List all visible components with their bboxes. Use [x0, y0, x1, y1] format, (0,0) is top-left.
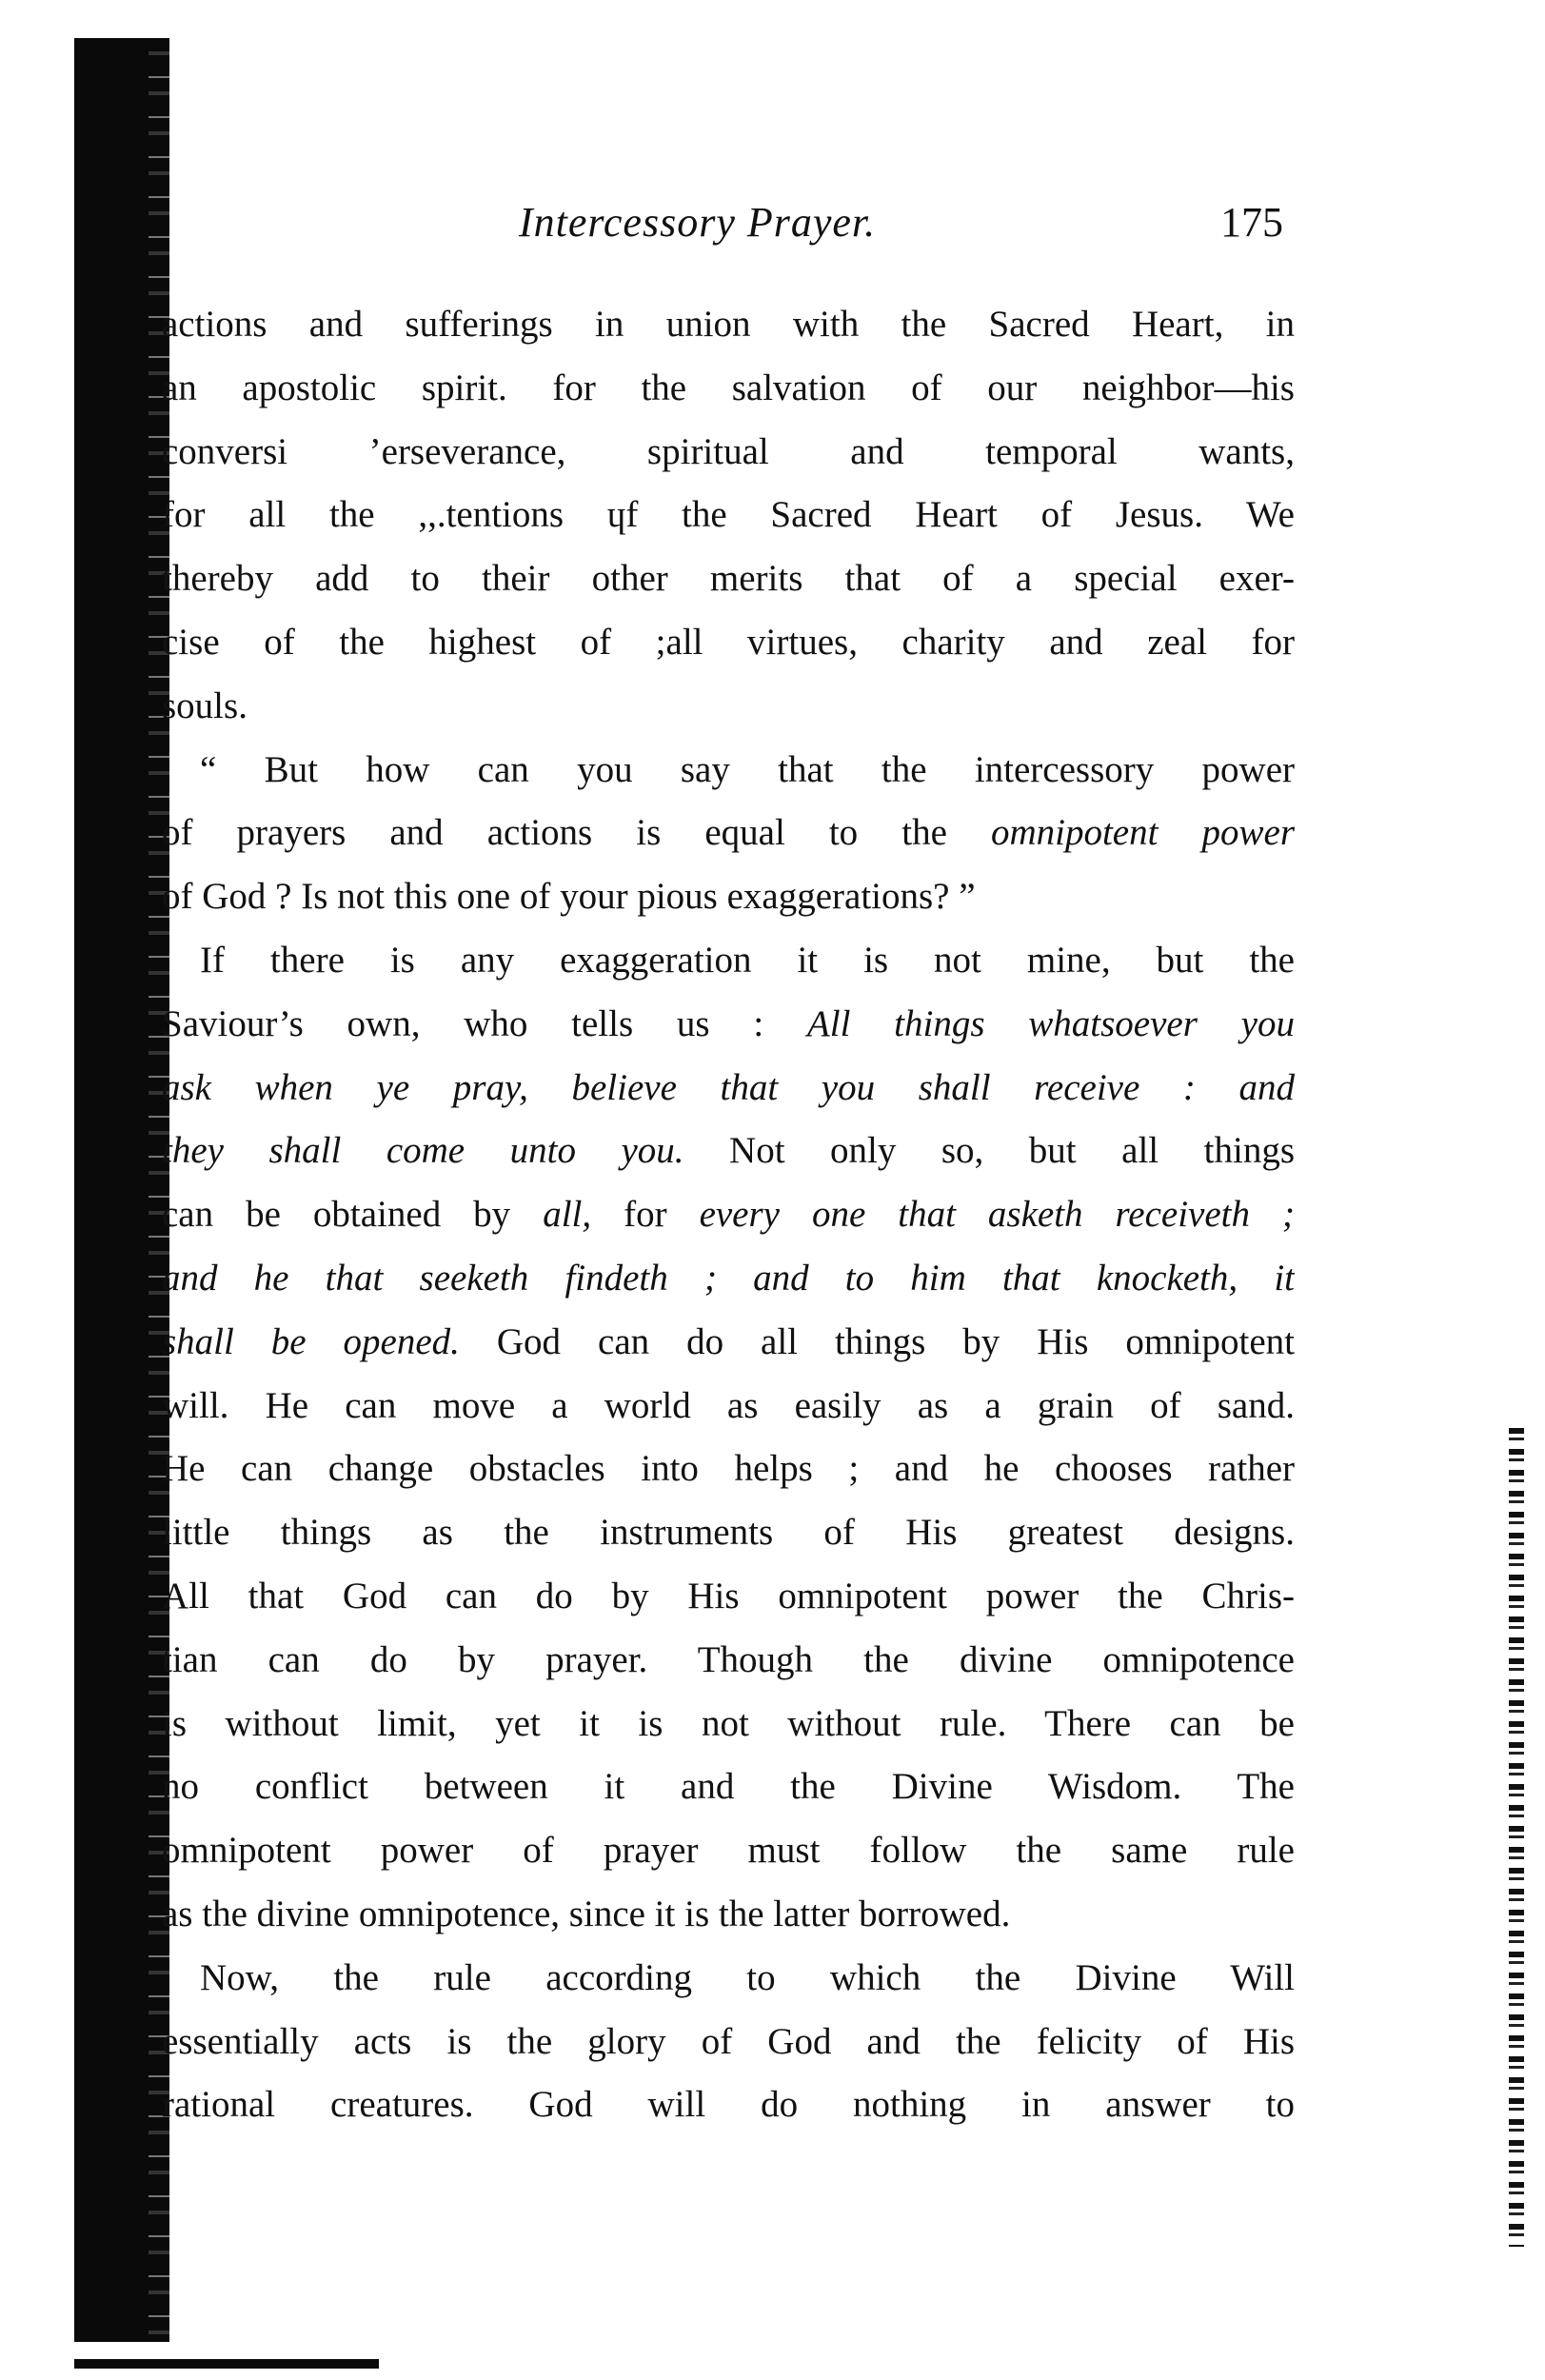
text-line [162, 421, 1295, 485]
text-line [162, 484, 1295, 547]
text-line [162, 802, 1295, 865]
text-line [162, 1565, 1295, 1629]
italic-segment: All things whatsoever you [806, 1002, 1295, 1044]
text-line [162, 1438, 1295, 1501]
text-line [162, 675, 1295, 739]
text-line [162, 1819, 1295, 1883]
text-line [162, 357, 1295, 421]
text-line [162, 1947, 1295, 2011]
text-line [162, 611, 1295, 675]
text-line [162, 1311, 1295, 1375]
text-line [162, 1883, 1295, 1947]
text-segment: All that God can do by His omnipotent power the Chris- [162, 1575, 1295, 1616]
text-line [162, 2073, 1295, 2137]
text-line [162, 1501, 1295, 1565]
text-line [162, 547, 1295, 611]
text-line [162, 1120, 1295, 1183]
italic-segment: and he that seeketh findeth ; and to him that knocketh, it [162, 1257, 1295, 1299]
bottom-rule [74, 2359, 379, 2369]
text-line [162, 1375, 1295, 1438]
text-line [162, 1183, 1295, 1247]
text-line [162, 1057, 1295, 1121]
binding-shadow [74, 38, 160, 2342]
text-segment: thereby add to their other merits that of a special exer- [162, 558, 1295, 600]
text-segment: rational creatures. God will do nothing in answer to [162, 2084, 1295, 2126]
text-line [162, 739, 1295, 803]
text-segment: as the divine omnipotence, since it is the latter borrowed. [162, 1893, 1011, 1934]
text-segment: for [591, 1194, 700, 1236]
text-segment: actions and sufferings in union with the Sacred Heart, in [162, 304, 1295, 345]
text-line [162, 2011, 1295, 2074]
text-line [162, 1755, 1295, 1819]
text-line [162, 1629, 1295, 1693]
text-segment: cise of the highest of ;all virtues, charity and zeal for [162, 621, 1295, 663]
italic-segment: omnipotent power [990, 812, 1295, 854]
text-segment: will. He can move a world as easily as a grain of sand. [162, 1384, 1295, 1426]
text-segment: omnipotent power of prayer must follow the same rule [162, 1830, 1295, 1872]
text-segment: If there is any exaggeration it is not mine, but the [200, 939, 1295, 981]
italic-segment: ask when ye pray, believe that you shall receive : and [162, 1066, 1295, 1108]
text-segment: Now, the rule according to which the Divine Will [200, 1956, 1295, 1998]
italic-segment: shall be opened. [162, 1320, 460, 1362]
text-segment: can be obtained by [162, 1194, 544, 1236]
body-text [162, 293, 1295, 2137]
italic-segment: every one that asketh receiveth ; [699, 1194, 1295, 1236]
text-segment: souls. [162, 684, 248, 726]
text-line [162, 865, 1295, 929]
text-segment: He can change obstacles into helps ; and he chooses rather [162, 1448, 1295, 1490]
page-number: 175 [1220, 199, 1283, 246]
text-line [162, 293, 1295, 357]
text-line [162, 929, 1295, 993]
text-segment: essentially acts is the glory of God and the felicity of His [162, 2020, 1295, 2062]
text-segment: tian can do by prayer. Though the divine omnipotence [162, 1638, 1295, 1680]
scan-edge-noise [1509, 1428, 1524, 2247]
text-segment: of God ? Is not this one of your pious exaggerations? ” [162, 876, 976, 918]
text-segment: “ But how can you say that the intercessory power [200, 748, 1295, 790]
text-segment: Not only so, but all things [683, 1130, 1295, 1172]
text-segment: an apostolic spirit. for the salvation of our neighbor—his [162, 367, 1295, 408]
italic-segment: all, [543, 1194, 592, 1236]
text-segment: no conflict between it and the Divine Wisdom. The [162, 1766, 1295, 1808]
text-segment: of prayers and actions is equal to the [162, 812, 991, 854]
text-segment: God can do all things by His omnipotent [459, 1320, 1295, 1362]
italic-segment: they shall come unto you. [162, 1130, 684, 1172]
text-segment: little things as the instruments of His greatest designs. [162, 1512, 1295, 1554]
page-header [162, 198, 1295, 265]
text-line [162, 1693, 1295, 1756]
text-segment: for all the ,,.tentions ɥf the Sacred Heart of Jesus. We [162, 494, 1295, 536]
running-head: Intercessory Prayer. [519, 199, 877, 246]
text-line [162, 1247, 1295, 1311]
text-segment: conversi ʼerseverance, spiritual and temporal wants, [162, 430, 1295, 472]
text-segment: is without limit, yet it is not without rule. There can be [162, 1702, 1295, 1744]
text-segment: Saviour’s own, who tells us : [162, 1002, 807, 1044]
text-line [162, 993, 1295, 1057]
